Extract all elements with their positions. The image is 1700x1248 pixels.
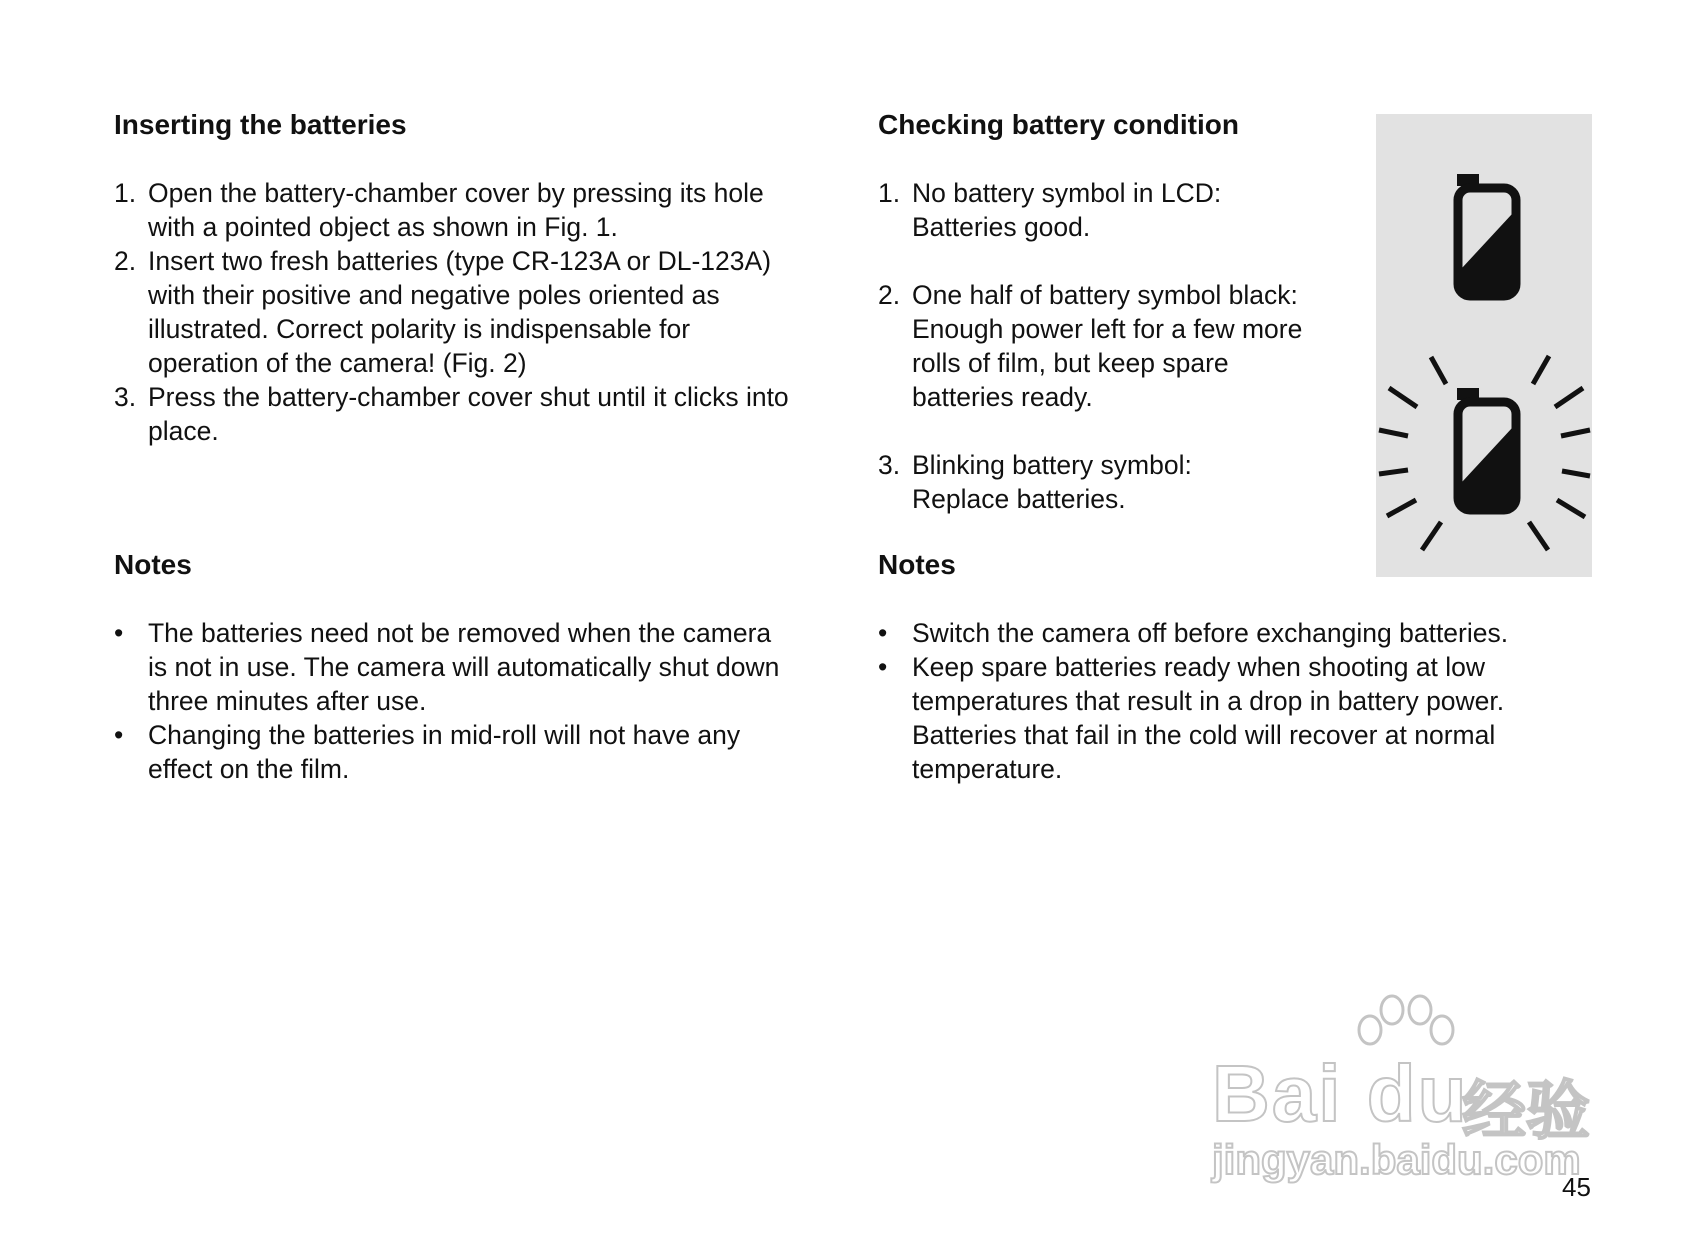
note-text-line: temperatures that result in a drop in battery power. [912,686,1505,716]
inserting-step-1 [114,176,844,244]
step-text-line: Blinking battery symbol: [912,450,1192,480]
page-number: 45 [1562,1172,1591,1202]
battery-symbols-svg [1376,114,1592,577]
note-text-line: temperature. [912,754,1063,784]
note-text-line: Changing the batteries in mid-roll will not have any [148,720,741,750]
watermark-url: jingyan.baidu.com [1212,1136,1581,1183]
inserting-step-2 [114,244,844,380]
note-item [878,616,1568,650]
watermark-chinese: 经验 [1462,1075,1590,1147]
step-text-line: illustrated. Correct polarity is indispensable for [148,314,691,344]
step-text-line: rolls of film, but keep spare [912,348,1229,378]
note-text-line: The batteries need not be removed when the camera [148,618,772,648]
notes-heading: Notes [114,549,192,580]
step-text-line: Replace batteries. [912,484,1126,514]
inserting-batteries-heading: Inserting the batteries [114,109,407,140]
bullet: • [878,652,888,682]
note-item [878,650,1568,786]
step-number: 1. [114,178,137,208]
note-text-line: Keep spare batteries ready when shooting at low [912,652,1486,682]
step-text-line: Batteries good. [912,212,1091,242]
checking-battery-heading: Checking battery condition [878,109,1239,140]
battery-symbol-figure [1376,114,1592,577]
note-item [114,616,844,718]
step-number: 3. [878,450,901,480]
note-text-line: three minutes after use. [148,686,427,716]
step-text-line: place. [148,416,219,446]
note-text-line: Batteries that fail in the cold will recover at normal [912,720,1496,750]
inserting-step-3 [114,380,844,448]
step-text-line: operation of the camera! (Fig. 2) [148,348,527,378]
step-number: 1. [878,178,901,208]
step-text-line: with a pointed object as shown in Fig. 1. [148,212,618,242]
note-text-line: is not in use. The camera will automatically shut down [148,652,780,682]
step-text-line: with their positive and negative poles oriented as [148,280,720,310]
bullet: • [114,618,124,648]
notes-heading: Notes [878,549,956,580]
blink-rays-icon [1379,356,1590,550]
step-number: 3. [114,382,137,412]
step-text-line: One half of battery symbol black: [912,280,1298,310]
baidu-jingyan-watermark [1200,990,1620,1190]
left-notes-list [114,616,844,786]
half-battery-icon [1457,174,1516,296]
left-notes [114,548,844,786]
step-text-line: No battery symbol in LCD: [912,178,1222,208]
left-column [114,108,844,448]
inserting-steps-list [114,176,844,448]
step-text-line: batteries ready. [912,382,1093,412]
step-number: 2. [114,246,137,276]
step-text-line: Open the battery-chamber cover by pressing its hole [148,178,764,208]
right-notes [878,548,1568,786]
watermark-brand: Bai du [1212,1049,1469,1138]
blinking-battery-icon [1457,388,1516,510]
step-text-line: Insert two fresh batteries (type CR-123A or DL-123A) [148,246,772,276]
step-text-line: Press the battery-chamber cover shut until it clicks into [148,382,789,412]
bullet: • [114,720,124,750]
note-text-line: effect on the film. [148,754,350,784]
step-number: 2. [878,280,901,310]
note-text-line: Switch the camera off before exchanging batteries. [912,618,1509,648]
bullet: • [878,618,888,648]
right-notes-list [878,616,1568,786]
step-text-line: Enough power left for a few more [912,314,1303,344]
note-item [114,718,844,786]
